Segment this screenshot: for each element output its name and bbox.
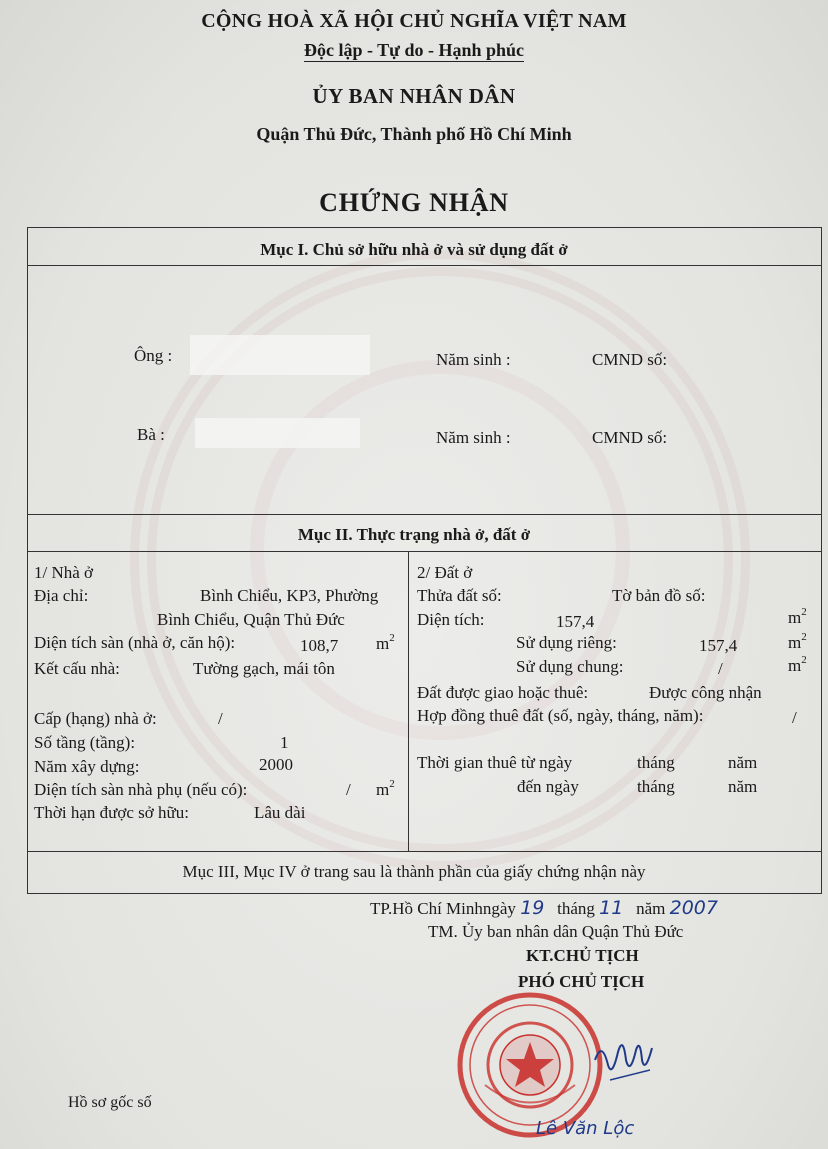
house-aux-area-unit [376,780,395,800]
house-address-line2: Bình Chiểu, Quận Thủ Đức [157,610,345,629]
owner-mrs-id-label: CMND số: [592,428,668,447]
house-floor-area-value: 108,7 [300,636,339,655]
unit-squared: 2 [801,631,807,643]
land-allocation-value: Được công nhận [649,683,762,702]
house-ownership-term-label: Thời hạn được sở hữu: [34,803,189,822]
section1-title-divider [27,265,822,266]
year-value: 2007 [669,897,718,919]
day-value: 19 [520,897,545,919]
land-area-unit [788,608,807,628]
house-aux-area-value: / [346,780,351,799]
unit-squared: 2 [801,606,807,618]
unit-m: m [788,608,802,627]
house-address-line1: Bình Chiểu, KP3, Phường [200,586,379,605]
year-label: năm [636,899,666,918]
day-label: ngày [482,899,516,918]
owner-mr-birth-year-label: Năm sinh : [436,350,511,369]
land-map-sheet-label: Tờ bản đồ số: [612,586,706,605]
file-origin-label: Hồ sơ gốc số [68,1094,152,1111]
unit-m: m [788,633,802,652]
council-title: ỦY BAN NHÂN DÂN [312,84,516,108]
owner-mrs-birth-year-label: Năm sinh : [436,428,511,447]
house-floors-value: 1 [280,733,289,752]
section2-top-divider [27,514,822,515]
owner-mrs-label: Bà : [137,425,165,444]
place-date-prefix: TP.Hồ Chí Minh [370,899,483,918]
place-date-line [370,897,718,919]
unit-m: m [376,634,390,653]
house-grade-label: Cấp (hạng) nhà ở: [34,709,157,728]
land-private-use-value: 157,4 [699,636,738,655]
land-lease-to-label: đến ngày [517,777,579,796]
house-ownership-term-value: Lâu dài [254,803,306,822]
redacted-owner-mrs-name [195,418,360,448]
signature-mark-icon [590,1030,660,1090]
unit-squared: 2 [801,654,807,666]
owner-mr-id-label: CMND số: [592,350,668,369]
unit-m: m [376,780,390,799]
section1-title: Mục I. Chủ sở hữu nhà ở và sử dụng đất ở [260,240,568,259]
month-label: tháng [557,899,595,918]
unit-squared: 2 [389,632,395,644]
land-plot-label: Thửa đất số: [417,586,502,605]
land-allocation-label: Đất được giao hoặc thuê: [417,683,589,702]
land-lease-contract-value: / [792,708,797,727]
house-year-built-label: Năm xây dựng: [34,757,140,776]
land-lease-to-year-label: năm [728,777,758,796]
section2-title: Mục II. Thực trạng nhà ở, đất ở [297,525,531,544]
month-value: 11 [599,897,624,919]
on-behalf-line: TM. Ủy ban nhân dân Quận Thủ Đức [428,922,684,941]
section2-column-divider [408,551,409,851]
kt-chairman: KT.CHỦ TỊCH [526,946,639,965]
house-floors-label: Số tầng (tầng): [34,733,136,752]
land-lease-from-label: Thời gian thuê từ ngày [417,753,573,772]
nation-title: CỘNG HOÀ XÃ HỘI CHỦ NGHĨA VIỆT NAM [201,10,627,32]
land-area-label: Diện tích: [417,610,485,629]
house-floor-area-unit [376,634,395,654]
section2-bottom-divider [27,851,822,852]
unit-m: m [788,656,802,675]
district-title: Quận Thủ Đức, Thành phố Hồ Chí Minh [256,124,572,144]
section2-title-divider [27,551,822,552]
house-structure-value: Tường gạch, mái tôn [193,659,335,678]
house-address-label: Địa chỉ: [34,586,89,605]
land-area-value: 157,4 [556,612,595,631]
vice-chairman: PHÓ CHỦ TỊCH [518,972,645,991]
land-shared-use-unit [788,656,807,676]
land-lease-from-month-label: tháng [637,753,675,772]
land-private-use-unit [788,633,807,653]
unit-squared: 2 [389,778,395,790]
land-private-use-label: Sử dụng riêng: [516,633,617,652]
land-heading: 2/ Đất ở [417,563,473,582]
land-lease-contract-label: Hợp đồng thuê đất (số, ngày, tháng, năm): [417,706,704,725]
signer-name: Lê Văn Lộc [536,1118,635,1139]
house-heading: 1/ Nhà ở [34,563,94,582]
land-shared-use-label: Sử dụng chung: [516,657,624,676]
house-aux-area-label: Diện tích sàn nhà phụ (nếu có): [34,780,248,799]
house-structure-label: Kết cấu nhà: [34,659,120,678]
motto-text: Độc lập - Tự do - Hạnh phúc [303,40,525,60]
house-grade-value: / [218,709,223,728]
house-year-built-value: 2000 [259,755,293,774]
house-floor-area-label: Diện tích sàn (nhà ở, căn hộ): [34,633,236,652]
owner-mr-label: Ông : [134,346,173,365]
land-lease-from-year-label: năm [728,753,758,772]
certificate-title: CHỨNG NHẬN [319,188,509,217]
land-lease-to-month-label: tháng [637,777,675,796]
footer-note: Mục III, Mục IV ở trang sau là thành phần của giấy chứng nhận này [182,862,646,881]
redacted-owner-mr-name [190,335,370,375]
land-shared-use-value: / [718,659,723,678]
national-motto [0,40,828,61]
